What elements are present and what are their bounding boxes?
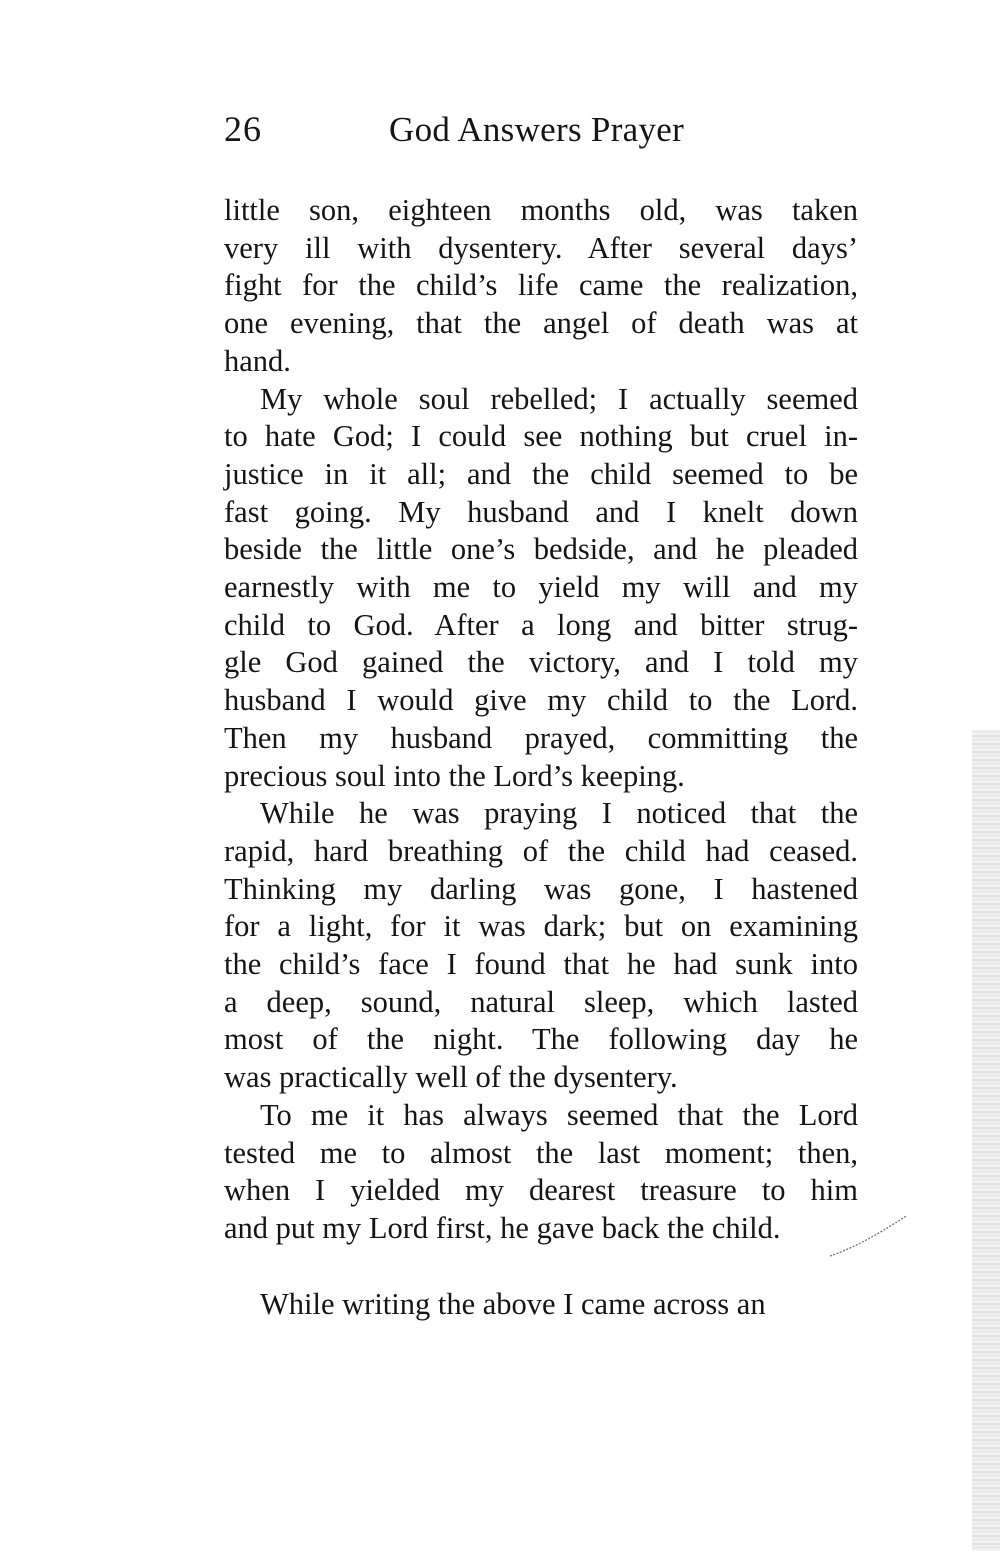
- text-line: was practically well of the dysentery.: [224, 1060, 678, 1095]
- paragraph-2: [224, 381, 858, 796]
- text-line: one evening, that the angel of death was at: [224, 306, 858, 341]
- paragraph-3: [224, 795, 858, 1097]
- text-line: very ill with dysentery. After several days’: [224, 230, 858, 265]
- text-line: To me it has always seemed that the Lord: [260, 1097, 858, 1132]
- paragraph-1: [224, 192, 858, 381]
- text-line: the child’s face I found that he had sunk into: [224, 947, 858, 982]
- text-line: precious soul into the Lord’s keeping.: [224, 758, 685, 793]
- text-line: to hate God; I could see nothing but cruel in-: [224, 419, 858, 454]
- text-line: Then my husband prayed, committing the: [224, 720, 858, 755]
- text-line: Thinking my darling was gone, I hastened: [224, 871, 858, 906]
- text-line: tested me to almost the last moment; then,: [224, 1135, 858, 1170]
- text-line: child to God. After a long and bitter strug-: [224, 607, 858, 642]
- section-break: [224, 1248, 858, 1286]
- paragraph-4: [224, 1097, 858, 1248]
- paragraph-5: [224, 1286, 858, 1324]
- text-line: for a light, for it was dark; but on examining: [224, 909, 858, 944]
- text-line: and put my Lord first, he gave back the child.: [224, 1210, 781, 1245]
- text-line: earnestly with me to yield my will and my: [224, 570, 858, 605]
- running-title: God Answers Prayer: [389, 110, 685, 149]
- text-line: when I yielded my dearest treasure to him: [224, 1173, 858, 1208]
- running-header: [224, 108, 864, 158]
- text-line: hand.: [224, 343, 291, 378]
- text-line: rapid, hard breathing of the child had ceased.: [224, 833, 858, 868]
- page-number: 26: [224, 109, 262, 149]
- text-line: While writing the above I came across an: [260, 1286, 766, 1321]
- text-line: While he was praying I noticed that the: [260, 796, 858, 831]
- text-line: a deep, sound, natural sleep, which lasted: [224, 984, 858, 1019]
- text-line: fast going. My husband and I knelt down: [224, 494, 858, 529]
- text-line: fight for the child’s life came the realization,: [224, 268, 858, 303]
- scan-edge-shadow: [972, 730, 1000, 1551]
- text-line: husband I would give my child to the Lord.: [224, 683, 858, 718]
- body-text: [224, 192, 858, 1323]
- text-line: most of the night. The following day he: [224, 1022, 858, 1057]
- text-line: gle God gained the victory, and I told my: [224, 645, 858, 680]
- text-line: My whole soul rebelled; I actually seemed: [260, 381, 858, 416]
- text-line: beside the little one’s bedside, and he pleaded: [224, 532, 858, 567]
- pencil-stroke-mark: [828, 1212, 908, 1262]
- text-line: justice in it all; and the child seemed to be: [224, 456, 858, 491]
- text-line: little son, eighteen months old, was taken: [224, 193, 858, 227]
